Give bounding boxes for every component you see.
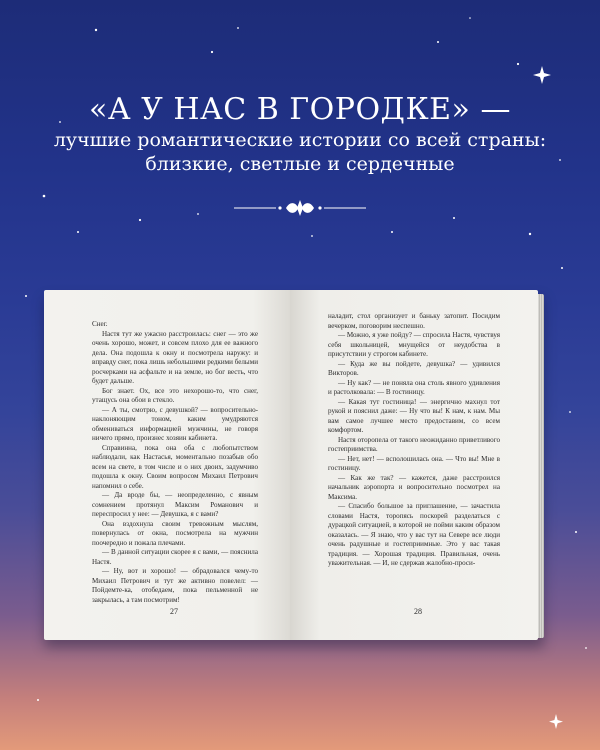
star-icon bbox=[569, 411, 571, 413]
star-icon bbox=[211, 51, 213, 53]
headline bbox=[0, 92, 600, 176]
left-page bbox=[44, 290, 290, 640]
star-icon bbox=[585, 647, 587, 649]
paragraph: — Какая тут гостиница! — энергично махнул тот рукой и пояснил даже: — Ну что вы! К нам, к нам. Мы вам самое лучшее место предоставим, со всем комфортом. bbox=[328, 397, 500, 434]
open-book bbox=[44, 290, 544, 645]
headline-title: «А У НАС В ГОРОДКЕ» — bbox=[89, 92, 511, 127]
star-icon bbox=[453, 217, 455, 219]
page-number-right: 28 bbox=[414, 607, 422, 616]
paragraph: Настя оторопела от такого неожиданно приветливого гостеприимства. bbox=[328, 435, 500, 453]
star-icon bbox=[517, 63, 519, 65]
star-icon bbox=[77, 231, 79, 233]
headline-subtitle-line-2: близкие, светлые и сердечные bbox=[145, 153, 455, 175]
paragraph: Настя тут же ужасно расстроилась: снег — это же очень хорошо, может, и совсем плохо для ее важного дела. Она подошла к окну и посмотрела наружу: и вправду снег, пока лишь небольшими редкими белыми росчерками на асфальте и на земле, но бог весть, что будет дальше. bbox=[92, 329, 258, 385]
paragraph: — Спасибо большое за приглашение, — зачастила словами Настя, торопясь поскорей разделаться с дурацкой ситуацией, в которой не пойми каким образом оказалась. — Я знаю, что у вас тут на Севере все люди очень радушные и гостеприимные. Это у вас такая традиция. — Хорошая традиция. Правильная, очень уважительная. — И, не сдержав жалобно-проси- bbox=[328, 502, 500, 567]
star-icon bbox=[391, 231, 393, 233]
paragraph: Справинна, пока она оба с любопытством наблюдали, как Настасья, моментально позабыв обо всем на свете, в том числе и о них двоих, задумчиво подошла к окну. Своим вопросом Михаил Петрович напомнил о себе. bbox=[92, 443, 258, 490]
paragraph: — Куда же вы пойдете, девушка? — удивился Викторов. bbox=[328, 359, 500, 377]
paragraph: Бог знает. Ох, все это нехорошо-то, что снег, утащусь она обои в стекло. bbox=[92, 386, 258, 404]
headline-subtitle-line-1: лучшие романтические истории со всей страны: bbox=[53, 129, 547, 151]
right-page bbox=[290, 290, 538, 640]
paragraph: — Ну, вот и хорошо! — обрадовался чему-то Михаил Петрович и тут же активно повелел: — Пойдемте-ка, отобедаем, пока пельменной не закрылась, а там посмотрим! bbox=[92, 567, 258, 604]
star-icon bbox=[37, 699, 39, 701]
paragraph: — В данной ситуации скорее я с вами, — пояснила Настя. bbox=[92, 548, 258, 566]
star-icon bbox=[529, 233, 531, 235]
star-icon bbox=[139, 219, 141, 221]
star-icon bbox=[95, 29, 97, 31]
paragraph: Снег. bbox=[92, 320, 108, 328]
paragraph: — Как же так? — кажется, даже расстроился начальник аэропорта и вопросительно посмотрел на Максима. bbox=[328, 473, 500, 501]
star-icon bbox=[311, 235, 313, 237]
left-page-text bbox=[92, 320, 258, 605]
star-icon bbox=[575, 531, 577, 533]
paragraph: — Можно, я уже пойду? — спросила Настя, чувствуя себя школьницей, мнущейся от неудобства в присутствии у строгом кабинете. bbox=[328, 331, 500, 358]
paragraph: наладит, стол организует и баньку затопит. Посидим вечерком, поговорим неспешно. bbox=[328, 312, 500, 330]
star-icon bbox=[469, 17, 471, 19]
page-block-edge bbox=[538, 294, 544, 638]
right-page-text bbox=[328, 312, 500, 569]
paragraph: — Да вроде бы, — неопределенно, с явным сомнением протянул Максим Романович и переспросил у нее: — Девушка, я с вами? bbox=[92, 491, 258, 518]
paragraph: Она вздохнула своим тревожным мыслям, повернулась от окна, посмотрела на мужчин поочередно и пожала плечами. bbox=[92, 519, 258, 547]
star-icon bbox=[549, 714, 563, 729]
star-icon bbox=[237, 27, 239, 29]
star-icon bbox=[25, 295, 27, 297]
paragraph: — А ты, смотрю, с девушкой? — вопросительно-наклоняющим тоном, каким умудряются обмениваться информацией мужчины, не говоря ничего прямо, произнес хозяин кабинета. bbox=[92, 405, 258, 442]
star-icon bbox=[197, 213, 199, 215]
paragraph: — Нет, нет! — всполошилась она. — Что вы! Мне в гостиницу. bbox=[328, 454, 500, 472]
star-icon bbox=[561, 267, 563, 269]
star-icon bbox=[437, 41, 439, 43]
star-icon bbox=[533, 66, 551, 84]
star-icon bbox=[43, 195, 46, 198]
page-number-left: 27 bbox=[170, 607, 178, 616]
paragraph: — Ну как? — не поняла она столь явного удивления и растолковала: — В гостиницу. bbox=[328, 378, 500, 396]
ornament-divider-icon bbox=[230, 196, 370, 220]
